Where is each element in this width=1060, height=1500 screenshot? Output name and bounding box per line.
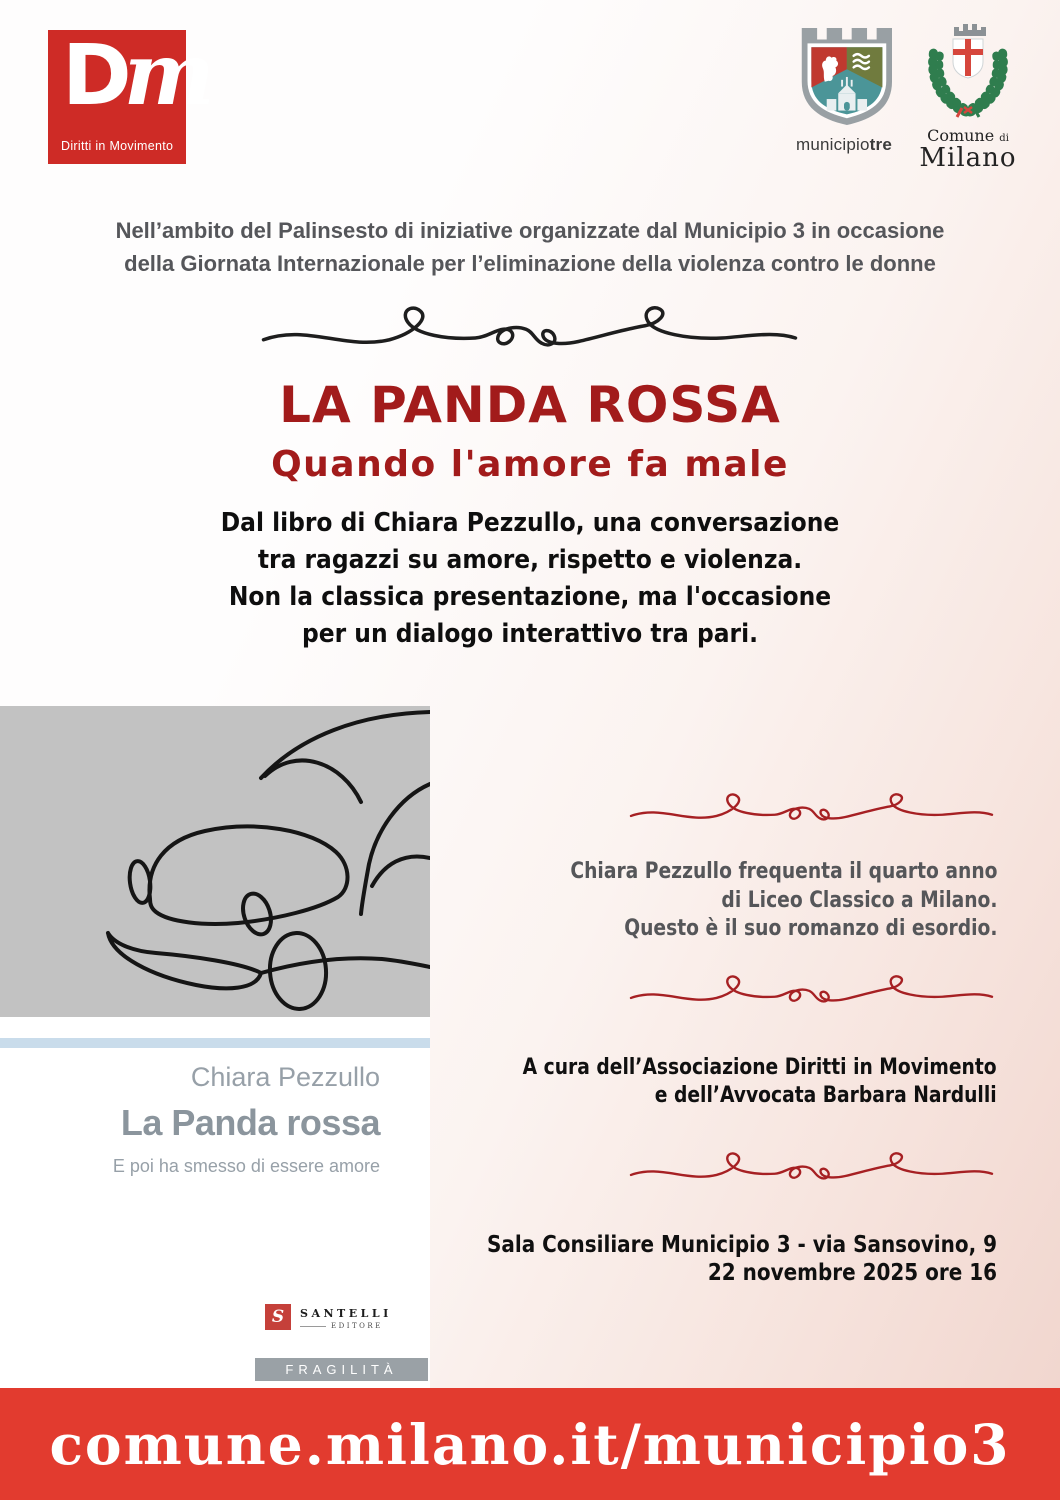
- cover-author: Chiara Pezzullo: [190, 1062, 380, 1092]
- dm-letter-m: m: [123, 24, 215, 125]
- description-line-2: tra ragazzi su amore, rispetto e violenza.: [257, 545, 803, 575]
- municipio-caption-regular: municipio: [796, 135, 870, 154]
- santelli-s-icon: S: [265, 1304, 291, 1330]
- event-datetime: 22 novembre 2025 ore 16: [707, 1257, 997, 1286]
- intro-line-1: Nell’ambito del Palinsesto di iniziative organizzate dal Municipio 3 in occasione: [115, 218, 945, 243]
- comune-word: Comune: [927, 126, 995, 145]
- dm-letter-d: D: [62, 26, 128, 124]
- car-line-art-icon: [0, 706, 430, 1017]
- dm-logo-caption: Diritti in Movimento: [61, 139, 174, 153]
- description-line-3: Non la classica presentazione, ma l'occasione: [228, 582, 832, 612]
- event-details: [487, 1231, 997, 1286]
- intro-line-2: della Giornata Internazionale per l’eliminazione della violenza contro le donne: [124, 251, 936, 276]
- footer-banner: [0, 1388, 1060, 1500]
- santelli-editore-logo: [265, 1304, 392, 1330]
- credits-line-2: e dell’Avvocata Barbara Nardulli: [655, 1082, 997, 1108]
- author-bio: [570, 858, 997, 944]
- dm-monogram-icon: [62, 24, 215, 125]
- municipio-tre-logo: [786, 26, 902, 155]
- publisher-rule: [300, 1326, 326, 1327]
- comune-milano-crest-icon: [922, 20, 1014, 120]
- credits-text: [523, 1054, 997, 1109]
- page-title: LA PANDA ROSSA: [279, 376, 781, 434]
- cover-book-title: La Panda rossa: [120, 1102, 380, 1143]
- bio-line-2: di Liceo Classico a Milano.: [720, 887, 997, 913]
- cover-book-subtitle: E poi ha smesso di essere amore: [112, 1156, 380, 1176]
- municipio-tre-caption: [786, 135, 902, 155]
- series-badge: FRAGILITÀ: [255, 1358, 428, 1381]
- book-cover-art: [0, 706, 430, 1017]
- description-text: [53, 505, 1007, 653]
- event-venue: Sala Consiliare Municipio 3 - via Sansovino, 9: [486, 1230, 997, 1258]
- page-subtitle: Quando l'amore fa male: [271, 444, 789, 485]
- footer-url: comune.milano.it/municipio3: [49, 1411, 1011, 1477]
- credits-line-1: A cura dell’Associazione Diritti in Movimento: [523, 1055, 997, 1080]
- publisher-name: SANTELLI: [300, 1307, 392, 1320]
- municipio-tre-crest-icon: [796, 26, 892, 126]
- description-line-1: Dal libro di Chiara Pezzullo, una conversazione: [220, 508, 840, 538]
- comune-milano-logo: [918, 20, 1018, 171]
- book-cover: [0, 706, 430, 1388]
- comune-caption-bottom: Milano: [919, 143, 1017, 173]
- bio-line-3: Questo è il suo romanzo di esordio.: [623, 916, 997, 941]
- cover-accent-bar: [0, 1038, 430, 1048]
- squiggle-divider-red-icon: [626, 1150, 997, 1188]
- squiggle-divider-icon: [257, 303, 802, 359]
- publisher-type-label: EDITORE: [331, 1322, 383, 1330]
- squiggle-divider-red-icon: [626, 973, 997, 1011]
- dm-logo: [48, 24, 215, 164]
- bio-line-1: Chiara Pezzullo frequenta il quarto anno: [569, 859, 997, 884]
- description-line-4: per un dialogo interattivo tra pari.: [301, 619, 758, 649]
- di-word: di: [999, 133, 1009, 144]
- municipio-caption-bold: tre: [869, 135, 892, 154]
- intro-text: [0, 214, 1060, 280]
- publisher-type: [300, 1322, 392, 1330]
- santelli-wordmark: [300, 1304, 392, 1330]
- squiggle-divider-red-icon: [626, 791, 997, 829]
